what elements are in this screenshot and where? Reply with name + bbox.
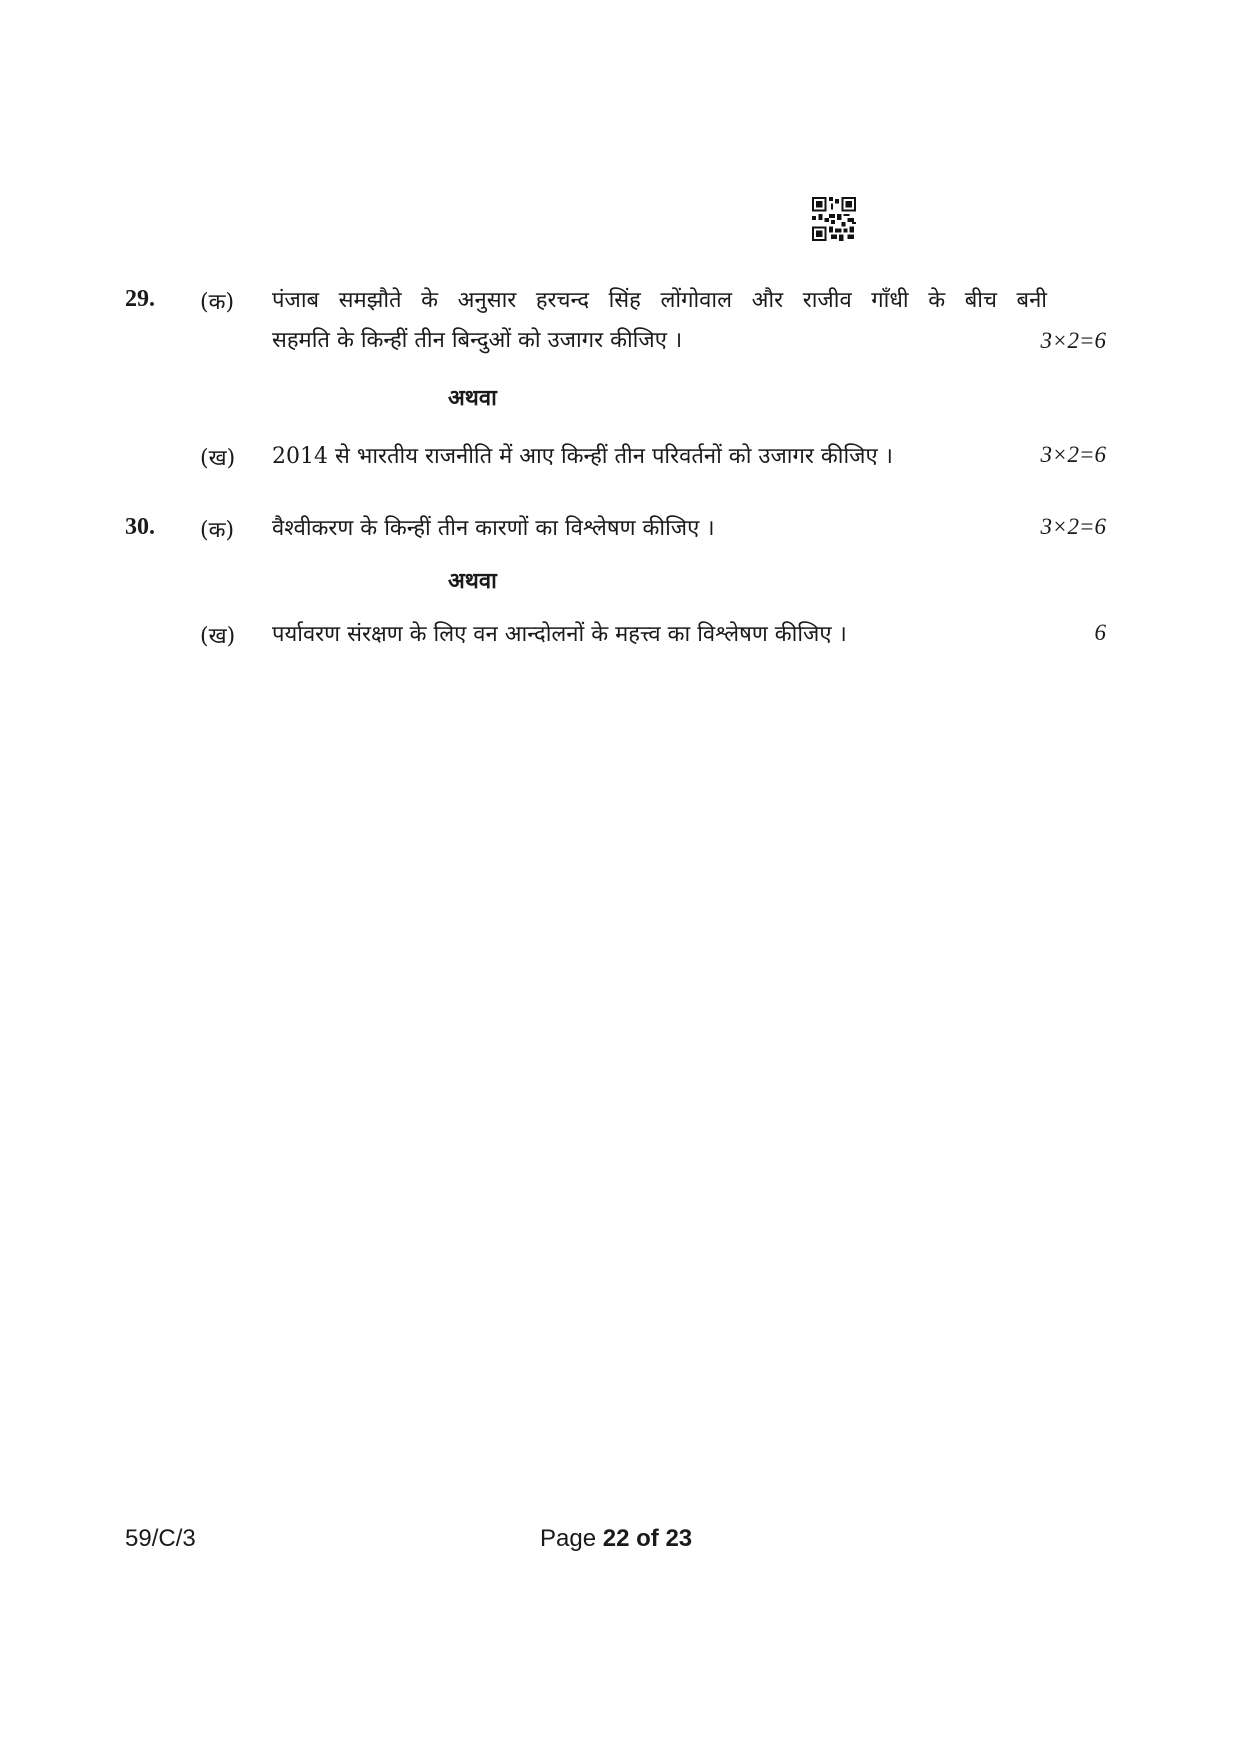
part-label: (ख) bbox=[200, 446, 236, 471]
question-text-line: पंजाब समझौते के अनुसार हरचन्द सिंह लोंगोवाल और राजीव गाँधी के बीच बनी bbox=[272, 288, 1047, 313]
page-word: Page bbox=[540, 1525, 597, 1552]
or-label: अथवा bbox=[448, 385, 497, 411]
page-total: 23 bbox=[665, 1525, 693, 1552]
marks: 3×2=6 bbox=[1040, 442, 1106, 467]
qr-code-icon bbox=[812, 197, 856, 241]
marks: 6 bbox=[1094, 620, 1106, 645]
question-number: 30. bbox=[125, 514, 155, 540]
or-label: अथवा bbox=[448, 568, 497, 594]
question-text-line: पर्यावरण संरक्षण के लिए वन आन्दोलनों के महत्त्व का विश्लेषण कीजिए । bbox=[272, 622, 847, 647]
question-text-line: वैश्वीकरण के किन्हीं तीन कारणों का विश्लेषण कीजिए । bbox=[272, 516, 715, 541]
question-text bbox=[272, 281, 1047, 361]
of-word: of bbox=[636, 1525, 659, 1552]
marks: 3×2=6 bbox=[1040, 328, 1106, 353]
part-label: (क) bbox=[200, 518, 235, 543]
question-text-line: सहमति के किन्हीं तीन बिन्दुओं को उजागर कीजिए । bbox=[272, 328, 683, 353]
marks: 3×2=6 bbox=[1040, 514, 1106, 539]
question-number: 29. bbox=[125, 286, 155, 312]
question-text-line: 2014 से भारतीय राजनीति में आए किन्हीं तीन परिवर्तनों को उजागर कीजिए । bbox=[272, 444, 893, 469]
part-label: (क) bbox=[200, 290, 235, 315]
part-label: (ख) bbox=[200, 624, 236, 649]
page-indicator bbox=[540, 1525, 692, 1553]
paper-code: 59/C/3 bbox=[125, 1525, 196, 1552]
page-current: 22 bbox=[602, 1525, 630, 1552]
